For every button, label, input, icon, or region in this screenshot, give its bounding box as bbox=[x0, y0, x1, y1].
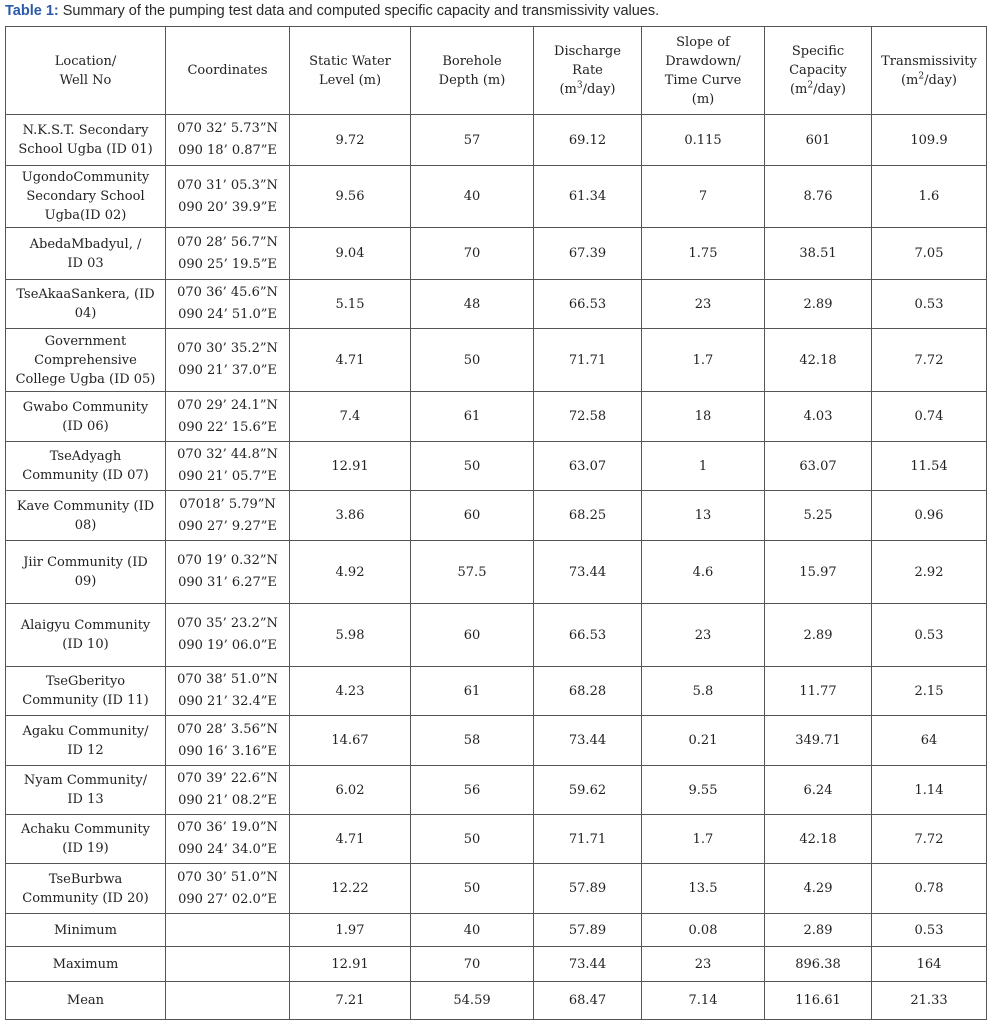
cell-slope: 4.6 bbox=[642, 541, 765, 604]
summary-row bbox=[6, 947, 987, 982]
cell-specific-capacity: 896.38 bbox=[765, 947, 872, 982]
cell-borehole-depth: 50 bbox=[411, 442, 534, 491]
cell-slope: 9.55 bbox=[642, 766, 765, 815]
cell-borehole-depth: 57.5 bbox=[411, 541, 534, 604]
cell-location-line: (ID 06) bbox=[62, 418, 109, 434]
header-row bbox=[6, 27, 987, 115]
cell-static-water-level: 14.67 bbox=[290, 716, 411, 766]
cell-static-water-level: 9.56 bbox=[290, 166, 411, 228]
cell-static-water-level: 5.15 bbox=[290, 280, 411, 329]
cell-latitude: 070 30’ 35.2”N bbox=[177, 341, 278, 356]
table-caption-lead: Table 1: bbox=[5, 3, 59, 19]
cell-specific-capacity: 4.03 bbox=[765, 392, 872, 442]
cell-location-line: Gwabo Community bbox=[22, 399, 149, 415]
cell-coordinates bbox=[166, 329, 290, 392]
header-discharge-line2: Rate bbox=[572, 63, 603, 78]
header-trans-unit-base: (m bbox=[900, 72, 919, 88]
cell-location-line: College Ugba (ID 05) bbox=[15, 371, 156, 387]
cell-location-line: TseAkaaSankera, (ID bbox=[16, 287, 155, 302]
table-caption-text: Summary of the pumping test data and computed specific capacity and transmissivity values. bbox=[58, 3, 660, 19]
cell-borehole-depth: 70 bbox=[411, 228, 534, 280]
header-location-line1: Location/ bbox=[54, 53, 117, 69]
cell-location-line: 04) bbox=[74, 306, 97, 321]
cell-location-line: Agaku Community/ bbox=[22, 723, 149, 739]
cell-location-line: N.K.S.T. Secondary bbox=[22, 123, 149, 138]
cell-slope: 18 bbox=[642, 392, 765, 442]
cell-static-water-level: 12.91 bbox=[290, 442, 411, 491]
cell-location bbox=[6, 115, 166, 166]
cell-location bbox=[6, 228, 166, 280]
cell-summary-label: Minimum bbox=[6, 914, 166, 947]
cell-specific-capacity: 8.76 bbox=[765, 166, 872, 228]
cell-specific-capacity: 2.89 bbox=[765, 280, 872, 329]
cell-latitude: 070 36’ 19.0”N bbox=[177, 820, 278, 835]
cell-location-line: Kave Community (ID bbox=[16, 498, 155, 514]
cell-slope: 1.7 bbox=[642, 329, 765, 392]
table-row bbox=[6, 667, 987, 716]
pumping-test-table bbox=[5, 26, 987, 1020]
cell-static-water-level: 1.97 bbox=[290, 914, 411, 947]
cell-borehole-depth: 70 bbox=[411, 947, 534, 982]
cell-coordinates-empty bbox=[166, 982, 290, 1020]
cell-coordinates bbox=[166, 667, 290, 716]
table-row bbox=[6, 329, 987, 392]
cell-slope: 1 bbox=[642, 442, 765, 491]
cell-transmissivity: 0.53 bbox=[872, 604, 987, 667]
cell-static-water-level: 12.22 bbox=[290, 864, 411, 914]
cell-coordinates bbox=[166, 604, 290, 667]
table-row bbox=[6, 541, 987, 604]
cell-transmissivity: 0.96 bbox=[872, 491, 987, 541]
cell-discharge-rate: 66.53 bbox=[534, 604, 642, 667]
summary-row bbox=[6, 982, 987, 1020]
cell-discharge-rate: 73.44 bbox=[534, 947, 642, 982]
cell-static-water-level: 12.91 bbox=[290, 947, 411, 982]
cell-longitude: 090 31’ 6.27”E bbox=[178, 575, 277, 590]
cell-specific-capacity: 38.51 bbox=[765, 228, 872, 280]
cell-latitude: 070 35’ 23.2”N bbox=[177, 616, 278, 631]
cell-summary-label: Maximum bbox=[6, 947, 166, 982]
cell-latitude: 070 32’ 5.73”N bbox=[177, 121, 278, 136]
cell-location-line: ID 12 bbox=[67, 742, 104, 758]
cell-location-line: Community (ID 07) bbox=[22, 468, 149, 483]
cell-longitude: 090 20’ 39.9”E bbox=[178, 199, 277, 215]
cell-coordinates bbox=[166, 766, 290, 815]
cell-slope: 5.8 bbox=[642, 667, 765, 716]
cell-latitude: 070 31’ 05.3”N bbox=[177, 177, 278, 193]
cell-slope: 0.115 bbox=[642, 115, 765, 166]
cell-transmissivity: 0.78 bbox=[872, 864, 987, 914]
cell-longitude: 090 21’ 32.4”E bbox=[178, 694, 277, 709]
cell-discharge-rate: 66.53 bbox=[534, 280, 642, 329]
cell-static-water-level: 9.72 bbox=[290, 115, 411, 166]
cell-transmissivity: 21.33 bbox=[872, 982, 987, 1020]
cell-borehole-depth: 61 bbox=[411, 667, 534, 716]
header-borehole-depth bbox=[411, 27, 534, 115]
header-capacity-unit-base: (m bbox=[789, 82, 808, 97]
cell-transmissivity: 7.05 bbox=[872, 228, 987, 280]
header-static-water-level bbox=[290, 27, 411, 115]
table-row bbox=[6, 815, 987, 864]
cell-coordinates bbox=[166, 491, 290, 541]
cell-coordinates bbox=[166, 166, 290, 228]
table-row bbox=[6, 864, 987, 914]
cell-slope: 1.75 bbox=[642, 228, 765, 280]
header-capacity-line1: Specific bbox=[791, 44, 845, 59]
cell-coordinates bbox=[166, 716, 290, 766]
cell-coordinates-empty bbox=[166, 914, 290, 947]
cell-discharge-rate: 61.34 bbox=[534, 166, 642, 228]
cell-static-water-level: 9.04 bbox=[290, 228, 411, 280]
cell-longitude: 090 19’ 06.0”E bbox=[178, 638, 277, 653]
cell-discharge-rate: 57.89 bbox=[534, 914, 642, 947]
header-specific-capacity bbox=[765, 27, 872, 115]
cell-coordinates-empty bbox=[166, 947, 290, 982]
cell-borehole-depth: 40 bbox=[411, 914, 534, 947]
cell-coordinates bbox=[166, 864, 290, 914]
cell-coordinates bbox=[166, 280, 290, 329]
header-trans-line1: Transmissivity bbox=[881, 53, 977, 69]
header-location bbox=[6, 27, 166, 115]
cell-static-water-level: 7.4 bbox=[290, 392, 411, 442]
header-discharge-unit bbox=[537, 80, 638, 99]
cell-longitude: 090 18’ 0.87”E bbox=[178, 143, 277, 158]
cell-specific-capacity: 2.89 bbox=[765, 914, 872, 947]
cell-location bbox=[6, 280, 166, 329]
header-transmissivity bbox=[872, 27, 987, 115]
header-trans-unit-exp: 2 bbox=[918, 71, 925, 82]
table-row bbox=[6, 766, 987, 815]
cell-longitude: 090 27’ 02.0”E bbox=[178, 891, 277, 907]
header-slope-line2: Drawdown/ bbox=[665, 53, 741, 69]
header-slope-line1: Slope of bbox=[676, 34, 730, 50]
header-trans-unit-rest: /day) bbox=[924, 72, 957, 88]
header-slope-drawdown bbox=[642, 27, 765, 115]
cell-location bbox=[6, 864, 166, 914]
header-slope-line3: Time Curve bbox=[664, 72, 742, 88]
cell-transmissivity: 0.74 bbox=[872, 392, 987, 442]
header-discharge-unit-rest: /day) bbox=[582, 82, 616, 97]
header-capacity-unit-rest: /day) bbox=[813, 82, 846, 97]
cell-slope: 0.08 bbox=[642, 914, 765, 947]
cell-discharge-rate: 59.62 bbox=[534, 766, 642, 815]
cell-borehole-depth: 56 bbox=[411, 766, 534, 815]
cell-specific-capacity: 116.61 bbox=[765, 982, 872, 1020]
cell-location-line: ID 13 bbox=[67, 792, 104, 807]
cell-location bbox=[6, 667, 166, 716]
table-row bbox=[6, 491, 987, 541]
cell-specific-capacity: 42.18 bbox=[765, 815, 872, 864]
cell-slope: 7.14 bbox=[642, 982, 765, 1020]
cell-specific-capacity: 2.89 bbox=[765, 604, 872, 667]
cell-transmissivity: 64 bbox=[872, 716, 987, 766]
cell-slope: 7 bbox=[642, 166, 765, 228]
table-caption bbox=[5, 0, 659, 22]
cell-discharge-rate: 73.44 bbox=[534, 541, 642, 604]
cell-static-water-level: 3.86 bbox=[290, 491, 411, 541]
cell-location bbox=[6, 766, 166, 815]
cell-transmissivity: 1.14 bbox=[872, 766, 987, 815]
cell-slope: 23 bbox=[642, 947, 765, 982]
cell-transmissivity: 7.72 bbox=[872, 815, 987, 864]
cell-discharge-rate: 68.25 bbox=[534, 491, 642, 541]
cell-location-line: Comprehensive bbox=[34, 352, 137, 368]
cell-static-water-level: 4.23 bbox=[290, 667, 411, 716]
cell-latitude: 070 38’ 51.0”N bbox=[177, 672, 278, 687]
header-capacity-line2: Capacity bbox=[789, 63, 847, 78]
cell-discharge-rate: 68.28 bbox=[534, 667, 642, 716]
cell-discharge-rate: 68.47 bbox=[534, 982, 642, 1020]
table-row bbox=[6, 442, 987, 491]
header-capacity-unit bbox=[768, 80, 868, 99]
table-row bbox=[6, 228, 987, 280]
cell-location-line: (ID 10) bbox=[62, 637, 109, 652]
cell-transmissivity: 2.15 bbox=[872, 667, 987, 716]
header-swl-line2: Level (m) bbox=[318, 72, 382, 88]
cell-longitude: 090 16’ 3.16”E bbox=[178, 743, 277, 759]
cell-location bbox=[6, 541, 166, 604]
cell-borehole-depth: 60 bbox=[411, 491, 534, 541]
cell-borehole-depth: 50 bbox=[411, 329, 534, 392]
cell-discharge-rate: 67.39 bbox=[534, 228, 642, 280]
cell-transmissivity: 7.72 bbox=[872, 329, 987, 392]
cell-borehole-depth: 50 bbox=[411, 815, 534, 864]
cell-slope: 13.5 bbox=[642, 864, 765, 914]
cell-coordinates bbox=[166, 392, 290, 442]
table-row bbox=[6, 280, 987, 329]
cell-specific-capacity: 349.71 bbox=[765, 716, 872, 766]
cell-latitude: 070 36’ 45.6”N bbox=[177, 285, 278, 300]
cell-specific-capacity: 4.29 bbox=[765, 864, 872, 914]
header-discharge-unit-exp: 3 bbox=[576, 80, 583, 91]
cell-latitude: 070 28’ 56.7”N bbox=[177, 234, 278, 250]
cell-latitude: 070 29’ 24.1”N bbox=[177, 397, 278, 413]
cell-longitude: 090 22’ 15.6”E bbox=[178, 419, 277, 435]
cell-location-line: Community (ID 20) bbox=[22, 890, 149, 906]
cell-borehole-depth: 58 bbox=[411, 716, 534, 766]
header-swl-line1: Static Water bbox=[309, 53, 391, 69]
cell-specific-capacity: 42.18 bbox=[765, 329, 872, 392]
cell-latitude: 070 39’ 22.6”N bbox=[177, 771, 278, 786]
cell-location-line: Secondary School bbox=[26, 189, 145, 204]
cell-location bbox=[6, 392, 166, 442]
header-trans-unit bbox=[875, 71, 983, 90]
cell-longitude: 090 25’ 19.5”E bbox=[178, 256, 277, 272]
cell-location-line: Government bbox=[44, 333, 127, 349]
cell-coordinates bbox=[166, 115, 290, 166]
header-depth-line2: Depth (m) bbox=[438, 72, 506, 88]
cell-location-line: TseBurbwa bbox=[48, 871, 123, 887]
cell-latitude: 070 32’ 44.8”N bbox=[177, 447, 278, 462]
table-row bbox=[6, 115, 987, 166]
cell-discharge-rate: 73.44 bbox=[534, 716, 642, 766]
cell-specific-capacity: 63.07 bbox=[765, 442, 872, 491]
cell-discharge-rate: 71.71 bbox=[534, 329, 642, 392]
cell-location-line: Nyam Community/ bbox=[23, 773, 148, 788]
cell-discharge-rate: 72.58 bbox=[534, 392, 642, 442]
cell-slope: 13 bbox=[642, 491, 765, 541]
header-slope-line4: (m) bbox=[691, 91, 715, 107]
cell-transmissivity: 0.53 bbox=[872, 280, 987, 329]
cell-borehole-depth: 61 bbox=[411, 392, 534, 442]
cell-longitude: 090 24’ 51.0”E bbox=[178, 307, 277, 322]
cell-longitude: 090 21’ 37.0”E bbox=[178, 363, 277, 378]
cell-static-water-level: 4.71 bbox=[290, 329, 411, 392]
cell-borehole-depth: 57 bbox=[411, 115, 534, 166]
cell-slope: 0.21 bbox=[642, 716, 765, 766]
header-capacity-unit-exp: 2 bbox=[807, 80, 814, 91]
cell-location bbox=[6, 815, 166, 864]
cell-location-line: School Ugba (ID 01) bbox=[18, 142, 153, 157]
header-depth-line1: Borehole bbox=[442, 53, 502, 69]
cell-latitude: 07018’ 5.79”N bbox=[179, 496, 276, 512]
cell-location bbox=[6, 166, 166, 228]
cell-latitude: 070 28’ 3.56”N bbox=[177, 721, 278, 737]
cell-location-line: TseGberityo bbox=[45, 674, 126, 689]
cell-location-line: Alaigyu Community bbox=[20, 618, 151, 633]
table-row bbox=[6, 716, 987, 766]
cell-slope: 23 bbox=[642, 604, 765, 667]
cell-latitude: 070 30’ 51.0”N bbox=[177, 869, 278, 885]
cell-location bbox=[6, 716, 166, 766]
cell-longitude: 090 24’ 34.0”E bbox=[178, 842, 277, 857]
header-discharge-rate bbox=[534, 27, 642, 115]
cell-transmissivity: 11.54 bbox=[872, 442, 987, 491]
cell-specific-capacity: 6.24 bbox=[765, 766, 872, 815]
table-row bbox=[6, 166, 987, 228]
cell-discharge-rate: 69.12 bbox=[534, 115, 642, 166]
cell-location-line: (ID 19) bbox=[62, 841, 109, 856]
cell-location bbox=[6, 329, 166, 392]
cell-specific-capacity: 601 bbox=[765, 115, 872, 166]
cell-transmissivity: 1.6 bbox=[872, 166, 987, 228]
cell-slope: 23 bbox=[642, 280, 765, 329]
cell-static-water-level: 5.98 bbox=[290, 604, 411, 667]
cell-location-line: Achaku Community bbox=[20, 822, 151, 837]
cell-discharge-rate: 63.07 bbox=[534, 442, 642, 491]
cell-coordinates bbox=[166, 228, 290, 280]
cell-location-line: Ugba(ID 02) bbox=[44, 208, 127, 223]
cell-transmissivity: 0.53 bbox=[872, 914, 987, 947]
cell-discharge-rate: 71.71 bbox=[534, 815, 642, 864]
cell-location bbox=[6, 604, 166, 667]
cell-location-line: ID 03 bbox=[67, 255, 104, 271]
cell-location-line: 09) bbox=[74, 574, 97, 589]
summary-row bbox=[6, 914, 987, 947]
cell-longitude: 090 21’ 05.7”E bbox=[178, 469, 277, 484]
cell-latitude: 070 19’ 0.32”N bbox=[177, 553, 278, 568]
cell-borehole-depth: 50 bbox=[411, 864, 534, 914]
cell-coordinates bbox=[166, 541, 290, 604]
cell-static-water-level: 4.71 bbox=[290, 815, 411, 864]
cell-borehole-depth: 40 bbox=[411, 166, 534, 228]
cell-specific-capacity: 5.25 bbox=[765, 491, 872, 541]
cell-location-line: 08) bbox=[74, 517, 97, 533]
cell-longitude: 090 21’ 08.2”E bbox=[178, 793, 277, 808]
cell-summary-label: Mean bbox=[6, 982, 166, 1020]
table-row bbox=[6, 604, 987, 667]
cell-location-line: TseAdyagh bbox=[49, 449, 122, 464]
cell-longitude: 090 27’ 9.27”E bbox=[178, 518, 277, 534]
header-discharge-unit-base: (m bbox=[559, 82, 577, 97]
cell-coordinates bbox=[166, 442, 290, 491]
header-discharge-line1: Discharge bbox=[554, 44, 621, 59]
cell-location bbox=[6, 442, 166, 491]
cell-discharge-rate: 57.89 bbox=[534, 864, 642, 914]
cell-slope: 1.7 bbox=[642, 815, 765, 864]
cell-static-water-level: 7.21 bbox=[290, 982, 411, 1020]
cell-borehole-depth: 54.59 bbox=[411, 982, 534, 1020]
cell-static-water-level: 6.02 bbox=[290, 766, 411, 815]
cell-transmissivity: 2.92 bbox=[872, 541, 987, 604]
cell-location-line: Jiir Community (ID bbox=[23, 555, 148, 570]
table-body bbox=[6, 115, 987, 1020]
cell-location-line: UgondoCommunity bbox=[21, 170, 150, 185]
cell-location-line: Community (ID 11) bbox=[22, 693, 149, 708]
header-coordinates: Coordinates bbox=[166, 27, 290, 115]
cell-borehole-depth: 48 bbox=[411, 280, 534, 329]
header-location-line2: Well No bbox=[59, 72, 112, 88]
cell-transmissivity: 164 bbox=[872, 947, 987, 982]
cell-transmissivity: 109.9 bbox=[872, 115, 987, 166]
cell-borehole-depth: 60 bbox=[411, 604, 534, 667]
cell-specific-capacity: 15.97 bbox=[765, 541, 872, 604]
cell-specific-capacity: 11.77 bbox=[765, 667, 872, 716]
cell-location-line: AbedaMbadyul, / bbox=[29, 236, 142, 252]
cell-location bbox=[6, 491, 166, 541]
cell-coordinates bbox=[166, 815, 290, 864]
table-row bbox=[6, 392, 987, 442]
cell-static-water-level: 4.92 bbox=[290, 541, 411, 604]
